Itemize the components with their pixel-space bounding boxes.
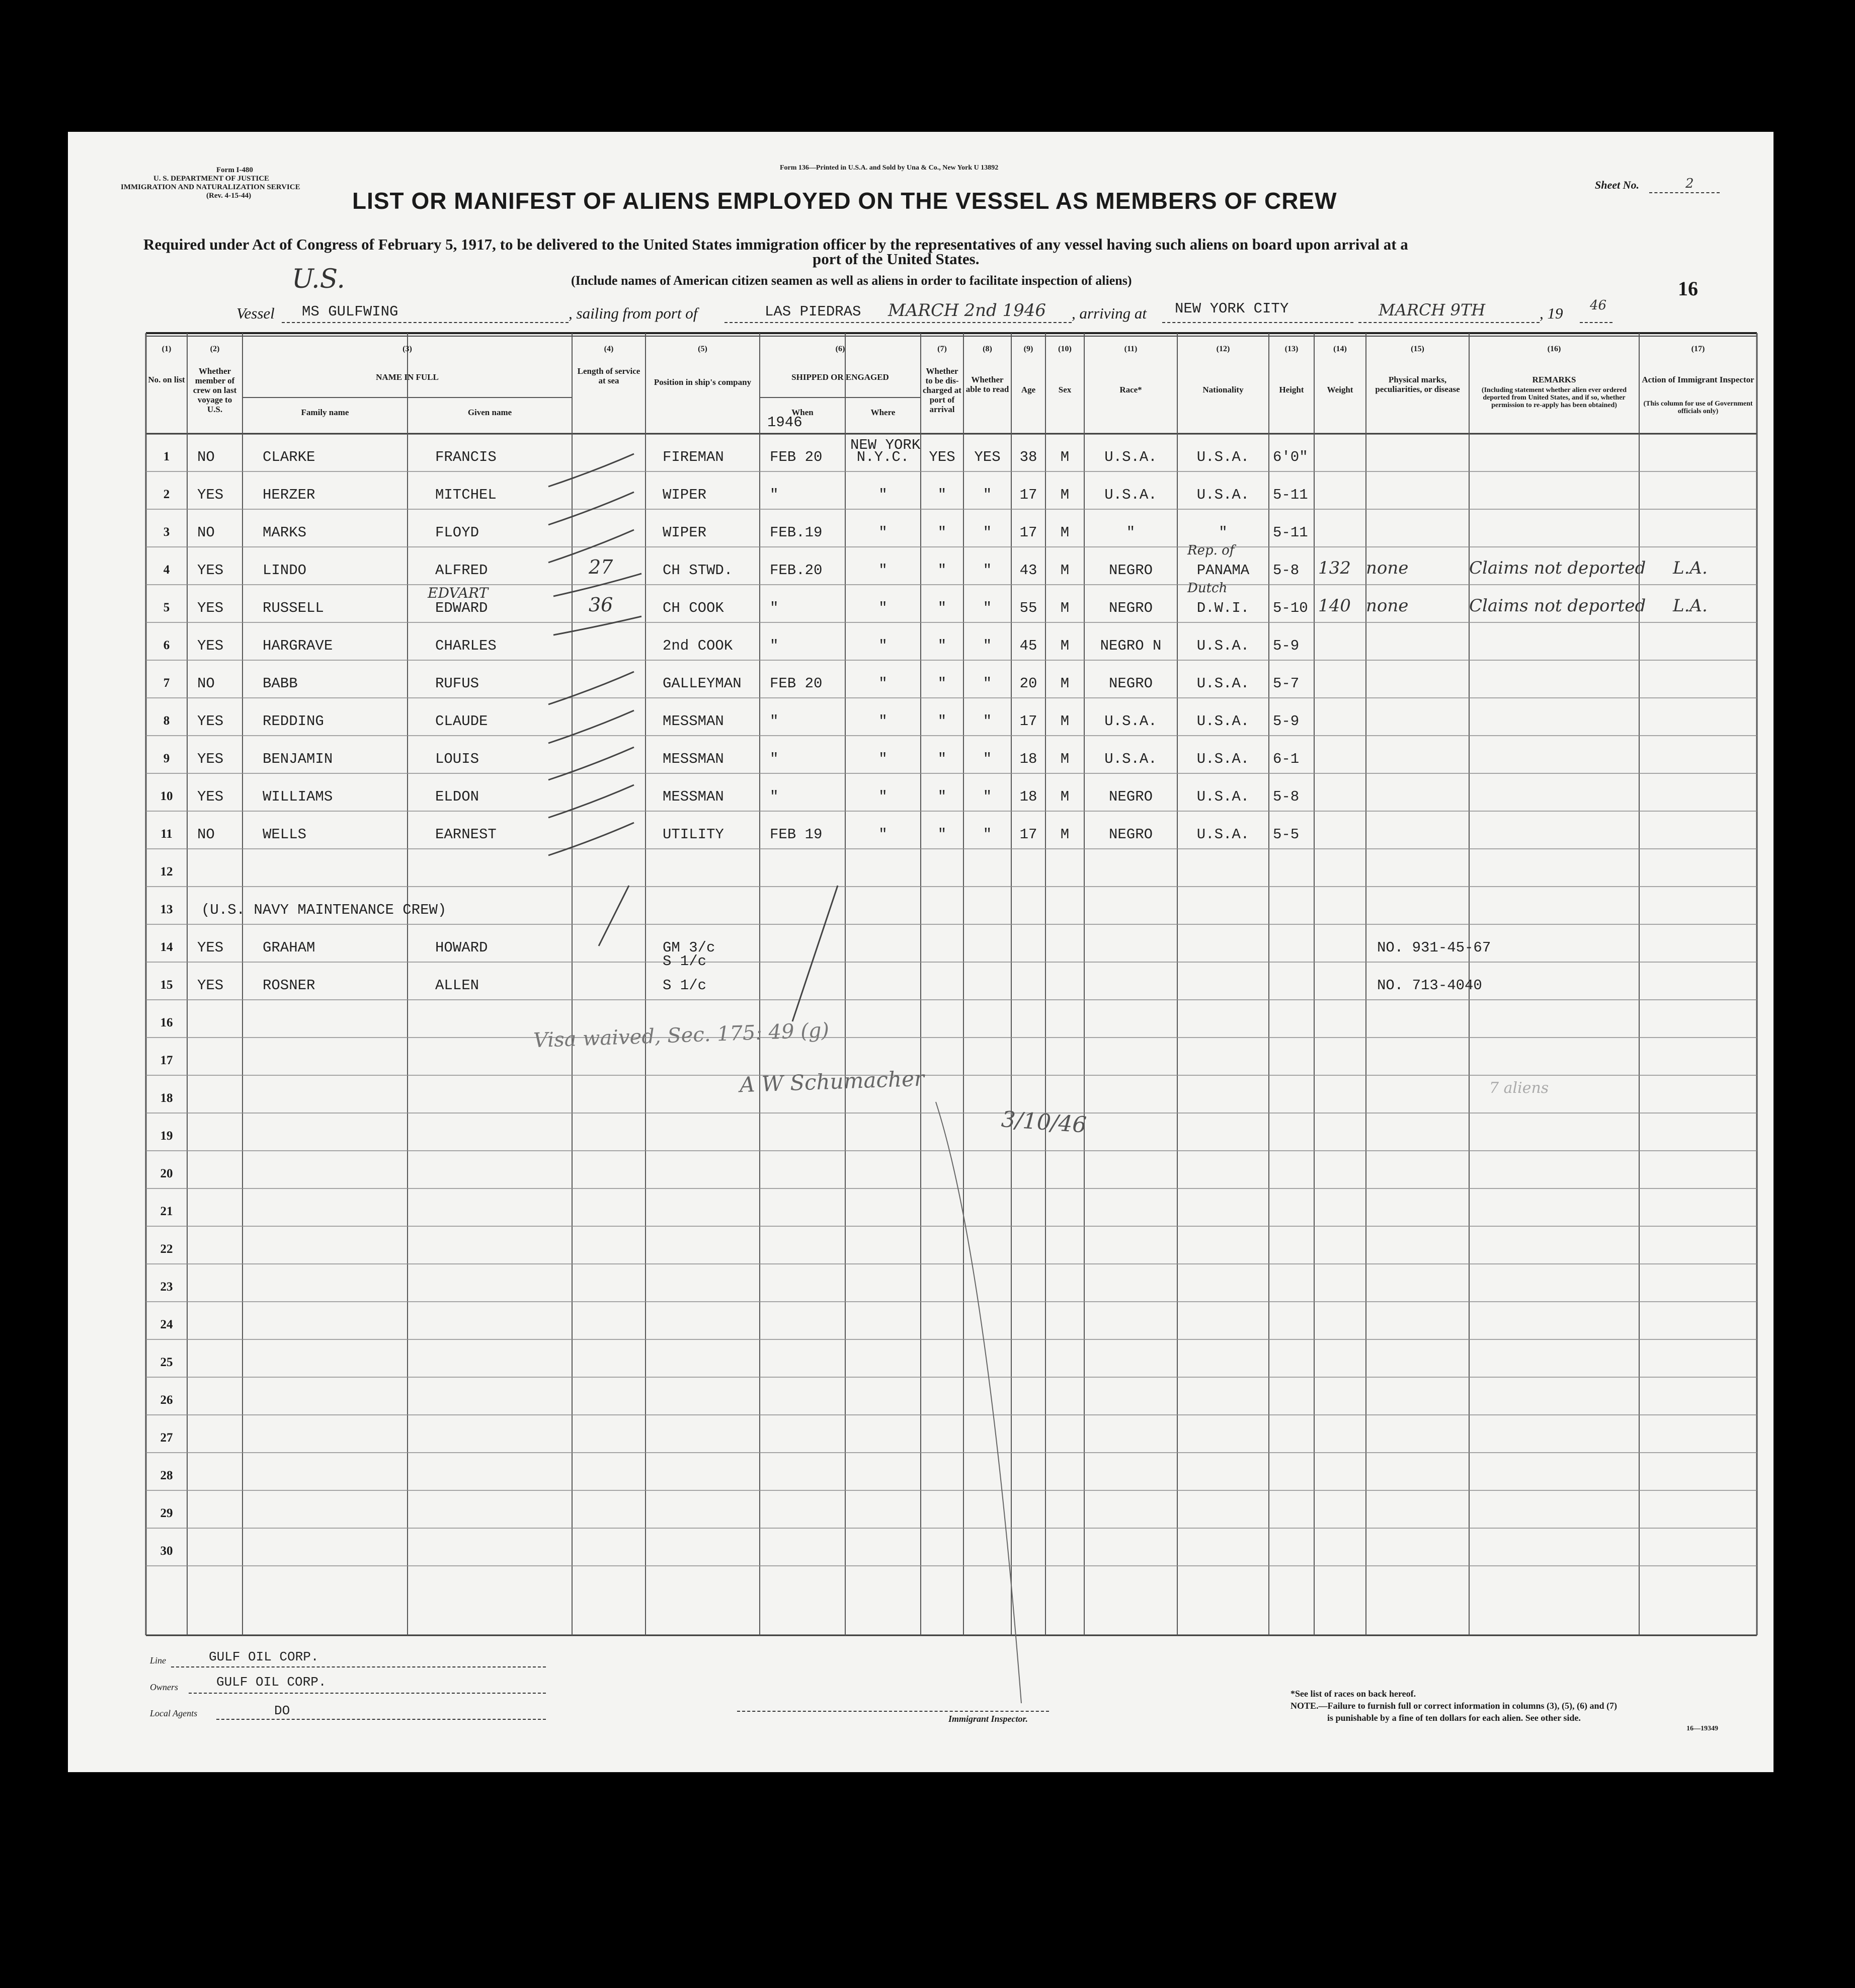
column-number-14: (14) xyxy=(1333,345,1347,353)
column-header-9: Age xyxy=(1021,385,1036,394)
position: GALLEYMAN xyxy=(663,675,742,692)
agents-value: DO xyxy=(274,1703,290,1718)
row-number: 2 xyxy=(163,488,170,501)
row-number: 3 xyxy=(163,525,170,539)
previous-voyage: NO xyxy=(197,675,215,692)
sex: M xyxy=(1060,788,1070,805)
footnote-penalty-2: is punishable by a fine of ten dollars for each alien. See other side. xyxy=(1327,1713,1581,1723)
vessel-underline xyxy=(282,322,569,323)
nationality: U.S.A. xyxy=(1196,487,1250,503)
row-number: 30 xyxy=(160,1544,173,1558)
race: NEGRO xyxy=(1108,562,1153,579)
shipped-where: N.Y.C. xyxy=(856,449,910,465)
row-number: 6 xyxy=(163,639,170,652)
service-length: 27 xyxy=(589,556,613,578)
row-number: 25 xyxy=(160,1356,173,1369)
where-header: Where xyxy=(870,408,896,417)
nationality: U.S.A. xyxy=(1196,751,1250,767)
row-number: 14 xyxy=(160,940,173,954)
shipped-where: " xyxy=(878,638,888,654)
given-name: HOWARD xyxy=(435,939,488,956)
age: 17 xyxy=(1019,524,1037,541)
column-number-6: (6) xyxy=(835,345,845,353)
nationality: D.W.I. xyxy=(1196,600,1250,616)
column-header-4: Length of service at sea xyxy=(577,366,640,385)
column-number-16: (16) xyxy=(1547,345,1561,353)
shipped-when: " xyxy=(770,788,779,805)
previous-voyage: YES xyxy=(197,487,224,503)
position: UTILITY xyxy=(663,826,724,843)
inspector-action: L.A. xyxy=(1673,596,1708,616)
row-number: 13 xyxy=(160,903,173,916)
previous-voyage: YES xyxy=(197,713,224,730)
nationality: U.S.A. xyxy=(1196,638,1250,654)
tally-mark xyxy=(553,616,641,635)
previous-voyage: YES xyxy=(197,939,224,956)
shipped-where: " xyxy=(878,562,888,579)
family-name: BABB xyxy=(263,675,298,692)
line-underline xyxy=(171,1666,546,1667)
column-number-11: (11) xyxy=(1124,345,1138,353)
previous-voyage: YES xyxy=(197,562,224,579)
row-number: 27 xyxy=(160,1431,173,1445)
row-number: 11 xyxy=(160,827,173,841)
age: 20 xyxy=(1019,675,1037,692)
row-number: 4 xyxy=(163,563,170,577)
physical-marks: none xyxy=(1366,596,1409,616)
vessel-handwriting: U.S. xyxy=(292,264,345,294)
column-header-13: Height xyxy=(1279,385,1304,394)
sailing-date: MARCH 2nd 1946 xyxy=(888,300,1046,321)
sex: M xyxy=(1060,826,1070,843)
discharge-at-port: " xyxy=(937,524,947,541)
nationality: U.S.A. xyxy=(1196,713,1250,730)
row-number: 20 xyxy=(160,1167,173,1180)
position: WIPER xyxy=(663,487,707,503)
race: U.S.A. xyxy=(1104,713,1157,730)
shipped-where: " xyxy=(878,487,888,503)
column-number-1: (1) xyxy=(162,345,172,353)
age: 18 xyxy=(1019,788,1037,805)
able-to-read: " xyxy=(983,562,992,579)
owners-value: GULF OIL CORP. xyxy=(216,1675,327,1690)
form-number: Form I-480 xyxy=(216,166,253,174)
column-header-10: Sex xyxy=(1058,385,1072,394)
service: IMMIGRATION AND NATURALIZATION SERVICE xyxy=(121,183,300,191)
column-header-15: Physical marks, peculiarities, or disease xyxy=(1375,375,1460,394)
position: MESSMAN xyxy=(663,713,724,730)
shipped-where: " xyxy=(878,524,888,541)
footnote-races: *See list of races on back hereof. xyxy=(1291,1689,1416,1699)
height: 6-1 xyxy=(1273,751,1300,767)
arrival-date-underline xyxy=(1358,322,1540,323)
given-name: ALLEN xyxy=(435,977,479,994)
column-number-8: (8) xyxy=(983,345,992,353)
tally-mark xyxy=(548,823,634,855)
line-label: Line xyxy=(150,1655,167,1665)
family-name: CLARKE xyxy=(263,449,315,465)
sheet-label: Sheet No. xyxy=(1595,179,1639,191)
column-header-12: Nationality xyxy=(1202,385,1244,394)
nationality: U.S.A. xyxy=(1196,449,1250,465)
sailing-label: , sailing from port of xyxy=(569,304,698,322)
footnote-penalty-1: NOTE.—Failure to furnish full or correct information in columns (3), (5), (6) and (7) xyxy=(1291,1701,1617,1711)
shipped-when: " xyxy=(770,600,779,616)
shipped-when: " xyxy=(770,713,779,730)
given-name: CLAUDE xyxy=(435,713,488,730)
discharge-at-port: " xyxy=(937,751,947,767)
able-to-read: " xyxy=(983,524,992,541)
aliens-count-note: 7 aliens xyxy=(1489,1079,1549,1097)
race: NEGRO N xyxy=(1100,638,1162,654)
family-name: GRAHAM xyxy=(263,939,315,956)
inspector-label: Immigrant Inspector. xyxy=(948,1714,1028,1724)
shipped-when: " xyxy=(770,638,779,654)
shipped-where: " xyxy=(878,713,888,730)
column-header-8: Whether able to read xyxy=(965,375,1009,394)
column-number-10: (10) xyxy=(1058,345,1072,353)
physical-marks: NO. 713-4040 xyxy=(1377,977,1482,994)
height: 5-9 xyxy=(1273,638,1300,654)
age: 43 xyxy=(1019,562,1037,579)
column-header-1: No. on list xyxy=(148,375,185,384)
previous-voyage: YES xyxy=(197,751,224,767)
agents-label: Local Agents xyxy=(150,1708,198,1718)
shipped-when: FEB 20 xyxy=(770,449,823,465)
shipped-where: " xyxy=(878,751,888,767)
discharge-at-port: " xyxy=(937,675,947,692)
height: 5-7 xyxy=(1273,675,1300,692)
vessel-name: MS GULFWING xyxy=(302,303,398,320)
column-number-7: (7) xyxy=(937,345,947,353)
position: MESSMAN xyxy=(663,788,724,805)
row-number: 26 xyxy=(160,1393,173,1407)
physical-marks: none xyxy=(1366,558,1409,578)
able-to-read: " xyxy=(983,788,992,805)
column-number-12: (12) xyxy=(1216,345,1230,353)
shipped-when: FEB 20 xyxy=(770,675,823,692)
age: 45 xyxy=(1019,638,1037,654)
previous-voyage: YES xyxy=(197,977,224,994)
given-name: MITCHEL xyxy=(435,487,497,503)
row-number: 17 xyxy=(160,1054,173,1067)
pen-stroke xyxy=(599,886,629,946)
given-name: LOUIS xyxy=(435,751,479,767)
where-location: NEW YORK xyxy=(850,437,921,453)
when-header: When xyxy=(791,408,814,417)
family-name: MARKS xyxy=(263,524,307,541)
sex: M xyxy=(1060,562,1070,579)
column-header-6: SHIPPED OR ENGAGED xyxy=(791,372,889,382)
given-name: CHARLES xyxy=(435,638,497,654)
race: NEGRO xyxy=(1108,826,1153,843)
age: 17 xyxy=(1019,487,1037,503)
height: 5-10 xyxy=(1273,600,1308,616)
nationality-note: Rep. of xyxy=(1187,543,1235,558)
nationality: U.S.A. xyxy=(1196,826,1250,843)
sex: M xyxy=(1060,751,1070,767)
arrival-port-underline xyxy=(1162,322,1353,323)
family-name: REDDING xyxy=(263,713,324,730)
family-name-header: Family name xyxy=(301,408,349,417)
remarks-subheader: (Including statement whether alien ever ordered deported from United States, and if so, whether permission to re-apply has been obtained) xyxy=(1481,386,1627,409)
column-header-16: REMARKS xyxy=(1532,375,1576,384)
requirement-line-2: port of the United States. xyxy=(813,250,980,268)
row-number: 9 xyxy=(163,752,170,765)
shipped-where: " xyxy=(878,826,888,843)
family-name: BENJAMIN xyxy=(263,751,333,767)
sheet-underline xyxy=(1649,192,1720,193)
position: GM 3/c xyxy=(663,939,715,956)
discharge-at-port: " xyxy=(937,562,947,579)
age: 17 xyxy=(1019,826,1037,843)
height: 5-8 xyxy=(1273,788,1300,805)
discharge-at-port: " xyxy=(937,638,947,654)
physical-marks: NO. 931-45-67 xyxy=(1377,939,1491,956)
column-header-11: Race* xyxy=(1119,385,1142,394)
previous-voyage: YES xyxy=(197,788,224,805)
requirement-line-1: Required under Act of Congress of February 5, 1917, to be delivered to the United States immigration officer by the representatives of any vessel having such aliens on board upon arrival at a xyxy=(143,235,1408,253)
age: 55 xyxy=(1019,600,1037,616)
sex: M xyxy=(1060,638,1070,654)
discharge-at-port: " xyxy=(937,826,947,843)
nationality: U.S.A. xyxy=(1196,675,1250,692)
height: 5-8 xyxy=(1273,562,1300,579)
agents-underline xyxy=(216,1719,546,1720)
page-title: LIST OR MANIFEST OF ALIENS EMPLOYED ON THE VESSEL AS MEMBERS OF CREW xyxy=(352,188,1337,214)
row-number: 10 xyxy=(160,789,173,803)
form-code: 16—19349 xyxy=(1686,1725,1718,1732)
arrival-port: NEW YORK CITY xyxy=(1175,300,1289,317)
sex: M xyxy=(1060,449,1070,465)
discharge-at-port: " xyxy=(937,713,947,730)
inspector-signature: A W Schumacher xyxy=(739,1066,925,1097)
given-name: EARNEST xyxy=(435,826,497,843)
tally-mark xyxy=(548,492,634,525)
shipped-when: " xyxy=(770,487,779,503)
column-number-13: (13) xyxy=(1284,345,1299,353)
family-name: WILLIAMS xyxy=(263,788,333,805)
row-number: 12 xyxy=(160,865,173,879)
family-name: LINDO xyxy=(263,562,307,579)
height: 5-5 xyxy=(1273,826,1300,843)
line-value: GULF OIL CORP. xyxy=(209,1649,319,1664)
family-name: HERZER xyxy=(263,487,315,503)
sex: M xyxy=(1060,675,1070,692)
sex: M xyxy=(1060,524,1070,541)
year-prefix: , 19 xyxy=(1540,304,1563,322)
sailing-port: LAS PIEDRAS xyxy=(765,303,861,320)
row-number: 1 xyxy=(163,450,170,463)
signature-date: 3/10/46 xyxy=(1000,1106,1088,1138)
column-header-14: Weight xyxy=(1327,385,1353,394)
column-header-2: Whether member of crew on last voyage to U.S. xyxy=(193,366,237,414)
sheet-number: 2 xyxy=(1685,176,1694,191)
column-header-3: NAME IN FULL xyxy=(376,372,439,382)
row-number: 15 xyxy=(160,978,173,992)
able-to-read: YES xyxy=(974,449,1001,465)
pen-stroke xyxy=(792,886,838,1021)
tally-mark xyxy=(548,747,634,780)
given-name: EDWARD xyxy=(435,600,488,616)
nationality: PANAMA xyxy=(1196,562,1250,579)
position: CH COOK xyxy=(663,600,724,616)
sex: M xyxy=(1060,713,1070,730)
previous-voyage: NO xyxy=(197,449,215,465)
nationality-note: Dutch xyxy=(1187,581,1228,596)
able-to-read: " xyxy=(983,826,992,843)
vessel-label: Vessel xyxy=(236,304,275,322)
weight: 132 xyxy=(1318,558,1351,578)
inspector-action: L.A. xyxy=(1673,558,1708,578)
arriving-label: , arriving at xyxy=(1072,304,1147,322)
inspector-signature-line xyxy=(737,1711,1049,1712)
age: 18 xyxy=(1019,751,1037,767)
pen-stroke xyxy=(936,1102,1021,1703)
race: NEGRO xyxy=(1108,675,1153,692)
row-number: 22 xyxy=(160,1242,173,1256)
height: 5-11 xyxy=(1273,487,1308,503)
row-number: 29 xyxy=(160,1506,173,1520)
row-number: 16 xyxy=(160,1016,173,1029)
given-name: ALFRED xyxy=(435,562,488,579)
discharge-at-port: " xyxy=(937,600,947,616)
able-to-read: " xyxy=(983,600,992,616)
column-number-17: (17) xyxy=(1691,345,1705,353)
able-to-read: " xyxy=(983,675,992,692)
shipped-where: " xyxy=(878,788,888,805)
race: NEGRO xyxy=(1108,600,1153,616)
when-year: 1946 xyxy=(767,414,802,431)
row-number: 5 xyxy=(163,601,170,614)
able-to-read: " xyxy=(983,751,992,767)
tally-mark xyxy=(548,710,634,743)
tally-mark xyxy=(548,454,634,487)
sex: M xyxy=(1060,600,1070,616)
weight: 140 xyxy=(1318,596,1351,616)
handwritten-visa-waiver: Visa waived, Sec. 175: 49 (g) xyxy=(533,1018,830,1053)
age: 38 xyxy=(1019,449,1037,465)
row-number: 24 xyxy=(160,1318,173,1331)
race: U.S.A. xyxy=(1104,751,1157,767)
row-number: 8 xyxy=(163,714,170,728)
remarks: Claims not deported xyxy=(1469,558,1646,578)
year-suffix: 46 xyxy=(1590,298,1607,313)
action-subheader: (This column for use of Government officials only) xyxy=(1643,400,1753,415)
port-underline xyxy=(724,322,1072,323)
race: U.S.A. xyxy=(1104,449,1157,465)
sex: M xyxy=(1060,487,1070,503)
race: U.S.A. xyxy=(1104,487,1157,503)
able-to-read: " xyxy=(983,638,992,654)
row-number: 23 xyxy=(160,1280,173,1294)
revision: (Rev. 4-15-44) xyxy=(206,192,252,200)
height: 5-9 xyxy=(1273,713,1300,730)
tally-mark xyxy=(548,672,634,704)
previous-voyage: NO xyxy=(197,524,215,541)
shipped-where: " xyxy=(878,675,888,692)
shipped-when: " xyxy=(770,751,779,767)
service-length: 36 xyxy=(589,594,613,616)
nationality: " xyxy=(1219,524,1228,541)
given-name-header: Given name xyxy=(467,408,512,417)
position: 2nd COOK xyxy=(663,638,733,654)
race: " xyxy=(1126,524,1136,541)
owners-underline xyxy=(189,1693,546,1694)
height: 5-11 xyxy=(1273,524,1308,541)
row-number: 21 xyxy=(160,1205,173,1218)
page-number: 16 xyxy=(1678,277,1698,300)
discharge-at-port: " xyxy=(937,487,947,503)
position: MESSMAN xyxy=(663,751,724,767)
height: 6'0" xyxy=(1273,449,1308,465)
column-number-5: (5) xyxy=(698,345,707,353)
given-name: ELDON xyxy=(435,788,479,805)
nationality: U.S.A. xyxy=(1196,788,1250,805)
given-name: FLOYD xyxy=(435,524,479,541)
family-name: HARGRAVE xyxy=(263,638,333,654)
discharge-at-port: YES xyxy=(929,449,955,465)
position: WIPER xyxy=(663,524,707,541)
column-header-17: Action of Immigrant Inspector xyxy=(1642,375,1754,384)
previous-voyage: YES xyxy=(197,638,224,654)
row-number: 18 xyxy=(160,1091,173,1105)
family-name: WELLS xyxy=(263,826,307,843)
previous-voyage: NO xyxy=(197,826,215,843)
age: 17 xyxy=(1019,713,1037,730)
arrival-date: MARCH 9TH xyxy=(1379,300,1486,320)
row-number: 19 xyxy=(160,1129,173,1143)
department: U. S. DEPARTMENT OF JUSTICE xyxy=(153,175,270,183)
column-number-15: (15) xyxy=(1411,345,1424,353)
column-header-7: Whether to be dis-charged at port of arrival xyxy=(923,366,961,414)
shipped-when: FEB.20 xyxy=(770,562,823,579)
shipped-when: FEB.19 xyxy=(770,524,823,541)
column-number-9: (9) xyxy=(1023,345,1033,353)
able-to-read: " xyxy=(983,713,992,730)
column-number-4: (4) xyxy=(604,345,614,353)
column-number-2: (2) xyxy=(210,345,220,353)
given-name-correction: EDVART xyxy=(428,585,489,601)
column-header-5: Position in ship's company xyxy=(654,377,752,387)
position: S 1/c xyxy=(663,977,707,994)
position: FIREMAN xyxy=(663,449,724,465)
family-name: ROSNER xyxy=(263,977,315,994)
column-number-3: (3) xyxy=(402,345,412,353)
row-number: 7 xyxy=(163,676,170,690)
position-secondary: S 1/c xyxy=(663,953,707,970)
race: NEGRO xyxy=(1108,788,1153,805)
discharge-at-port: " xyxy=(937,788,947,805)
navy-crew-note: (U.S. NAVY MAINTENANCE CREW) xyxy=(201,902,447,918)
shipped-where: " xyxy=(878,600,888,616)
row-number: 28 xyxy=(160,1469,173,1482)
given-name: RUFUS xyxy=(435,675,479,692)
family-name: RUSSELL xyxy=(263,600,324,616)
previous-voyage: YES xyxy=(197,600,224,616)
owners-label: Owners xyxy=(150,1682,179,1692)
able-to-read: " xyxy=(983,487,992,503)
tally-mark xyxy=(548,785,634,818)
given-name: FRANCIS xyxy=(435,449,497,465)
printer-line: Form 136—Printed in U.S.A. and Sold by Una & Co., New York U 13892 xyxy=(780,164,999,172)
shipped-when: FEB 19 xyxy=(770,826,823,843)
position: CH STWD. xyxy=(663,562,733,579)
include-note: (Include names of American citizen seamen as well as aliens in order to facilitate inspection of aliens) xyxy=(571,273,1132,288)
remarks: Claims not deported xyxy=(1469,596,1646,616)
year-underline xyxy=(1580,322,1612,323)
